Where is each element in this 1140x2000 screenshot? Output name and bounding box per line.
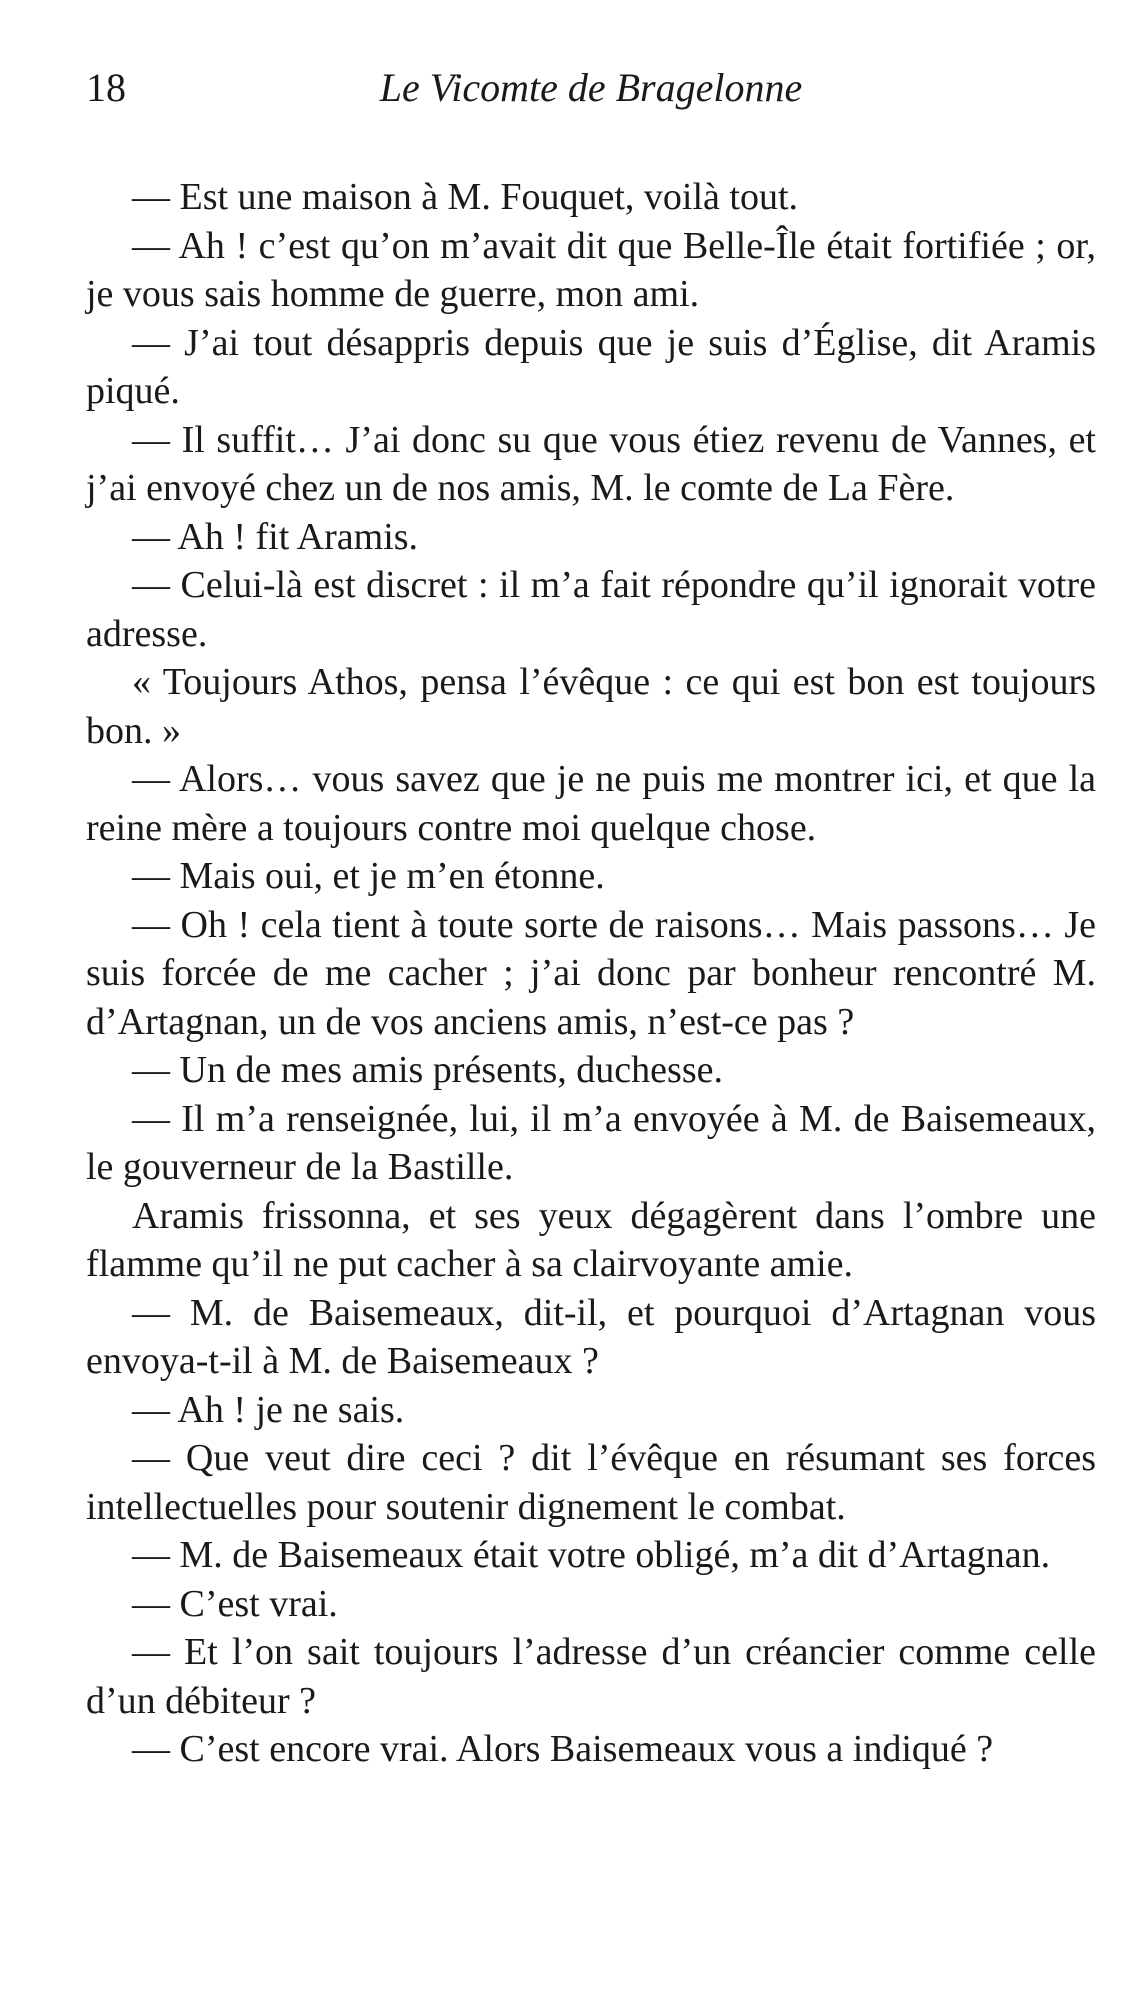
paragraph: — Alors… vous savez que je ne puis me montrer ici, et que la reine mère a toujours contre moi quelque chose. [86, 758, 1096, 849]
paragraph: — Est une maison à M. Fouquet, voilà tout. [132, 176, 799, 218]
paragraph: — Ah ! fit Aramis. [132, 515, 419, 558]
paragraph: — Il suffit… J’ai donc su que vous étiez revenu de Vannes, et j’ai envoyé chez un de nos amis, M. le comte de La Fère. [86, 418, 1096, 509]
paragraph: « Toujours Athos, pensa l’évêque : ce qui est bon est toujours bon. » [86, 661, 1096, 752]
paragraph: — C’est encore vrai. Alors Baisemeaux vous a indiqué ? [132, 1728, 994, 1770]
page-number: 18 [86, 65, 126, 110]
paragraph: — M. de Baisemeaux, dit-il, et pourquoi d’Artagnan vous envoya-t-il à M. de Baisemeaux ? [86, 1291, 1096, 1382]
body-text [86, 173, 1096, 1774]
paragraph: — Celui-là est discret : il m’a fait répondre qu’il ignorait votre adresse. [86, 564, 1096, 655]
paragraph: — Et l’on sait toujours l’adresse d’un créancier comme celle d’un débiteur ? [86, 1631, 1096, 1722]
paragraph: — Que veut dire ceci ? dit l’évêque en résumant ses forces intellectuelles pour soutenir dignement le combat. [86, 1437, 1096, 1528]
paragraph: — M. de Baisemeaux était votre obligé, m’a dit d’Artagnan. [132, 1534, 1051, 1576]
paragraph: — Oh ! cela tient à toute sorte de raisons… Mais passons… Je suis forcée de me cacher ; j’ai donc par bonheur rencontré M. d’Artagnan, un de vos anciens amis, n’est-ce pas ? [86, 903, 1096, 1043]
book-title: Le Vicomte de Bragelonne [379, 65, 803, 110]
paragraph: — Un de mes amis présents, duchesse. [132, 1049, 723, 1091]
paragraph: — Ah ! c’est qu’on m’avait dit que Belle-Île était fortifiée ; or, je vous sais homme de guerre, mon ami. [86, 224, 1096, 315]
running-head [86, 58, 1096, 118]
paragraph: — J’ai tout désappris depuis que je suis d’Église, dit Aramis piqué. [86, 321, 1096, 412]
paragraph: — Il m’a renseignée, lui, il m’a envoyée à M. de Baisemeaux, le gouverneur de la Bastille. [86, 1097, 1096, 1188]
paragraph: — Ah ! je ne sais. [132, 1388, 405, 1431]
paragraph: — Mais oui, et je m’en étonne. [132, 855, 605, 897]
paragraph: — C’est vrai. [132, 1582, 338, 1625]
paragraph: Aramis frissonna, et ses yeux dégagèrent dans l’ombre une flamme qu’il ne put cacher à sa clairvoyante amie. [86, 1194, 1096, 1285]
